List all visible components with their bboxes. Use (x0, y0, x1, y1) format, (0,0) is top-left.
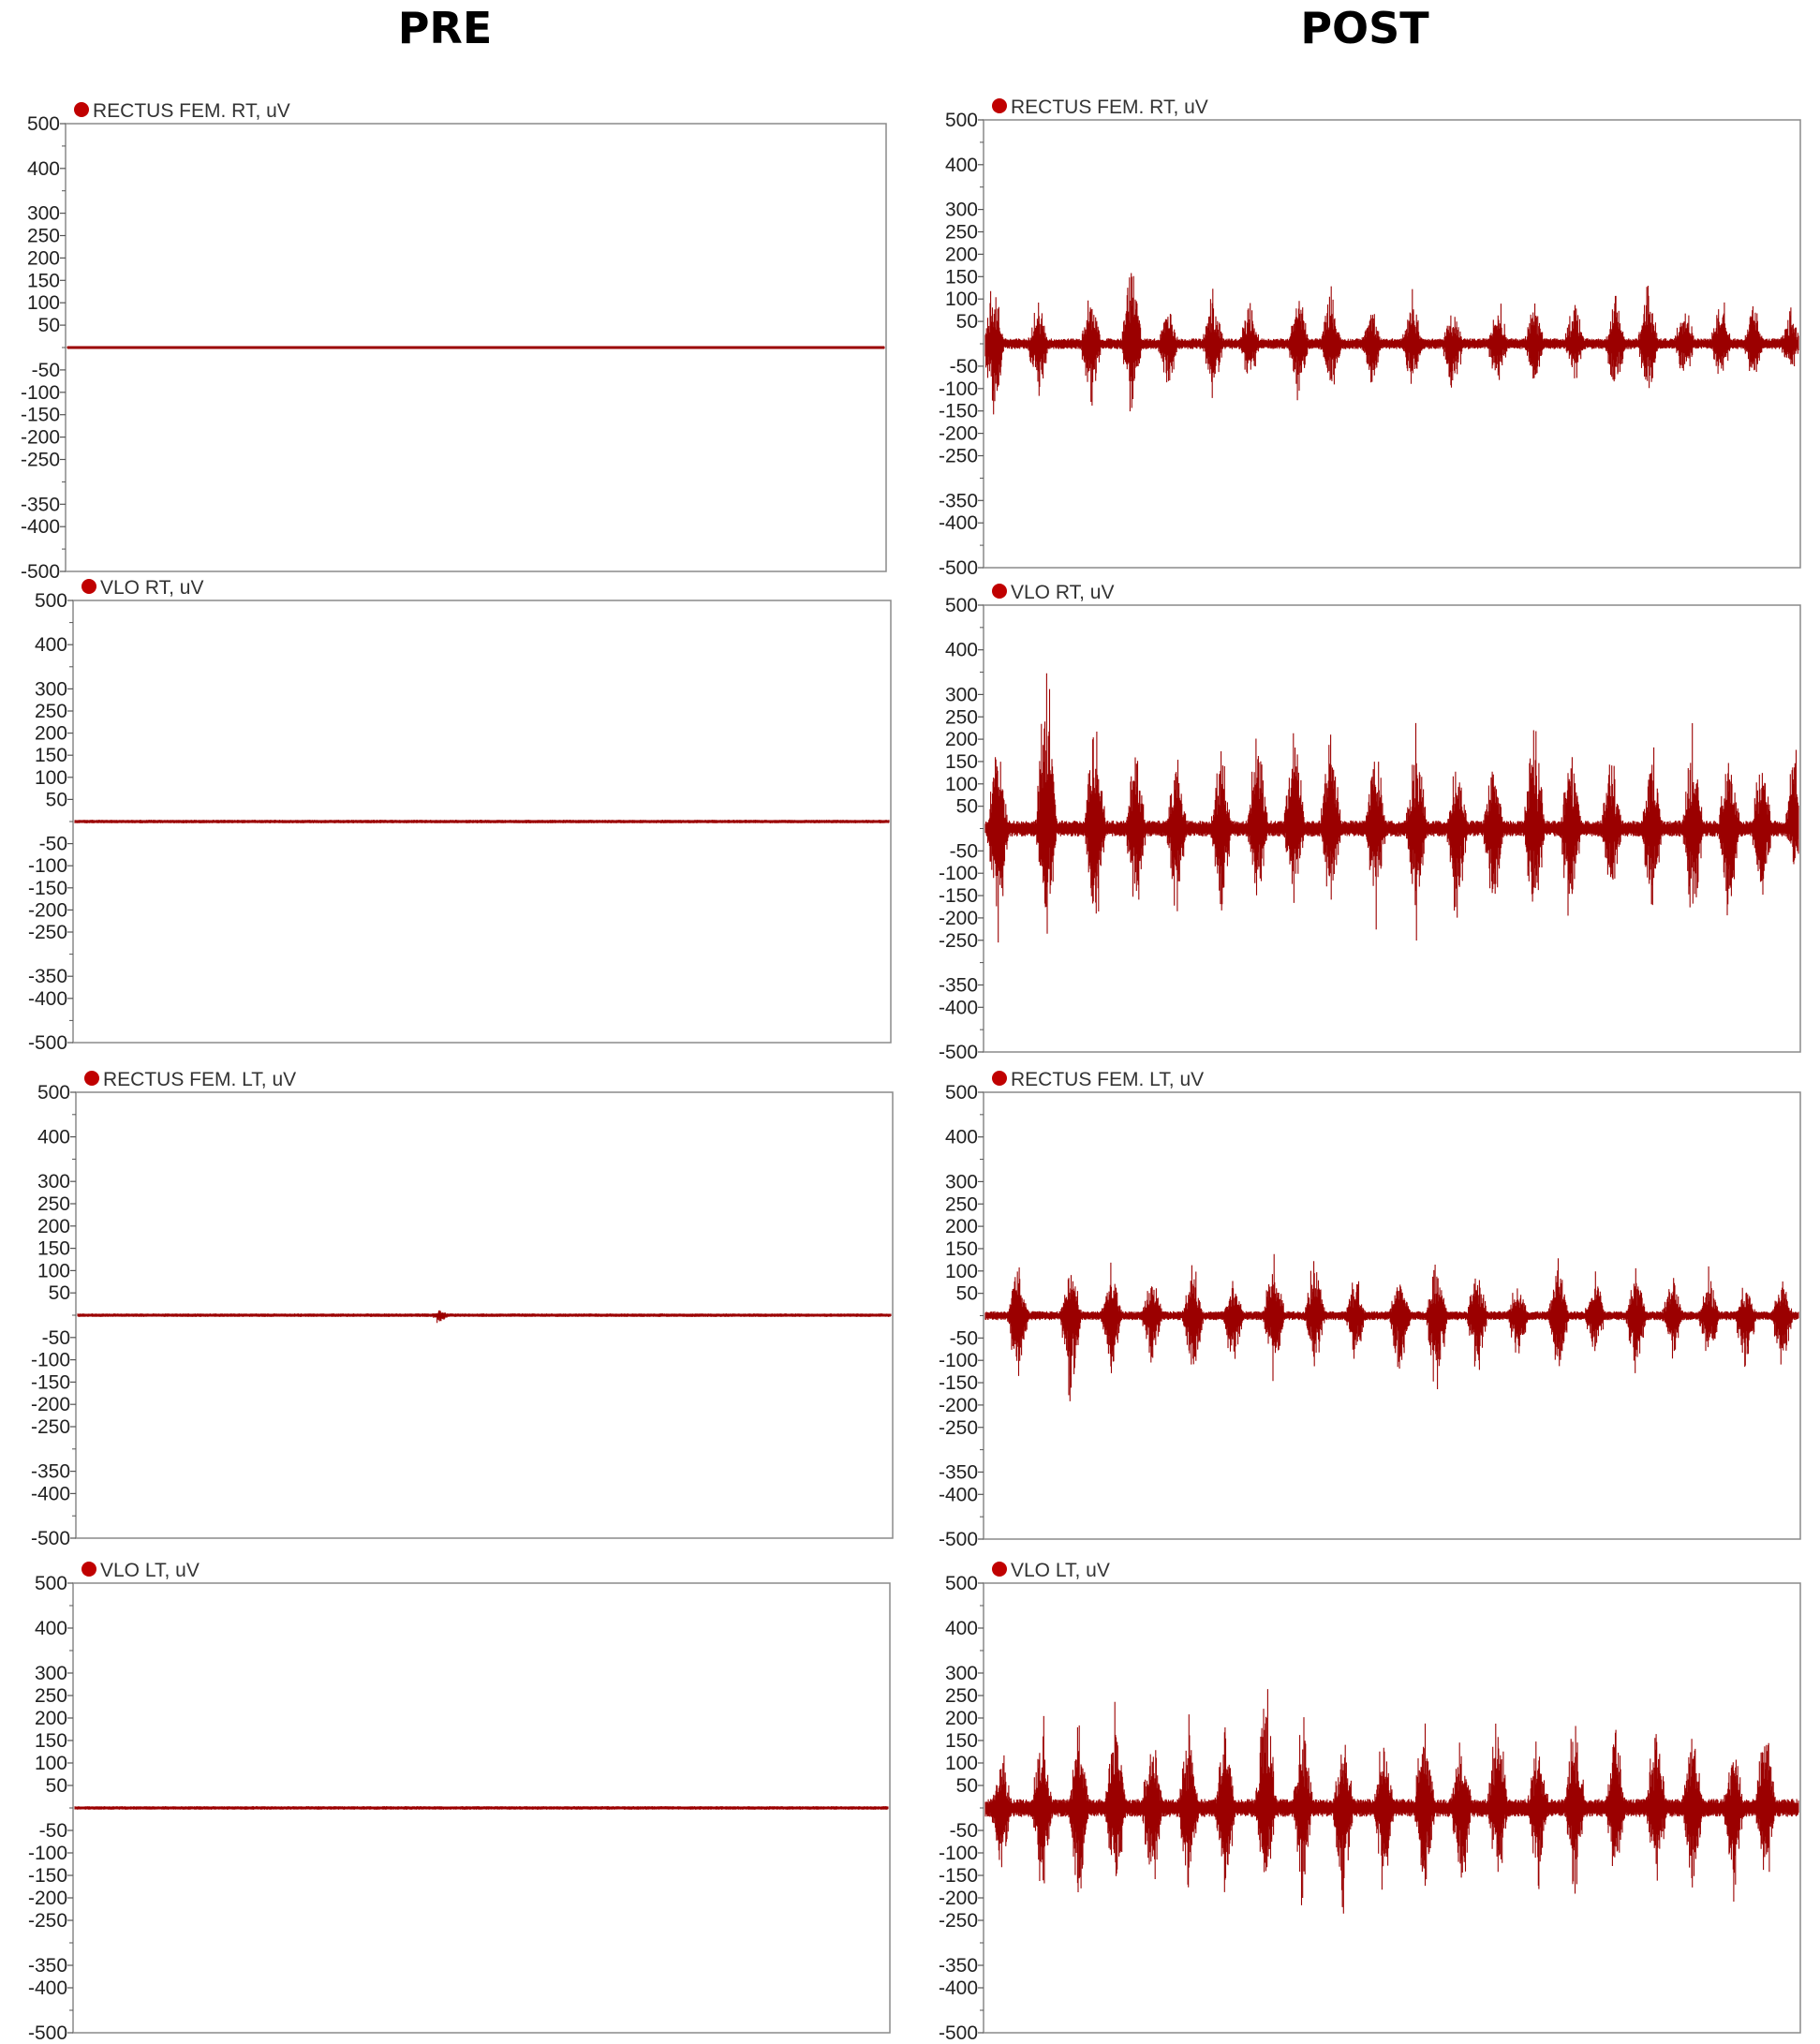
y-tick-label: 100 (944, 1753, 978, 1774)
y-tick-label: 300 (944, 1663, 978, 1684)
y-tick-label: -500 (938, 2022, 978, 2044)
y-tick-label: -400 (20, 516, 60, 539)
y-tick-label: -200 (30, 1394, 70, 1416)
y-tick-label: -100 (30, 1349, 70, 1371)
y-tick-label: -50 (949, 1820, 978, 1842)
y-tick-label: 400 (37, 1126, 70, 1148)
y-tick-label: 500 (34, 590, 67, 612)
channel-dot-icon (81, 1562, 96, 1577)
y-tick-label: 50 (955, 311, 978, 333)
channel-title: VLO LT, uV (100, 1560, 200, 1581)
y-tick-label: 500 (26, 113, 60, 135)
y-tick-label: -50 (949, 1327, 978, 1350)
y-tick-label: -150 (27, 877, 67, 899)
y-tick-label: -200 (938, 907, 978, 929)
y-tick-label: -350 (938, 1461, 978, 1484)
y-tick-label: 200 (26, 247, 60, 270)
y-tick-label: -500 (27, 2022, 67, 2044)
y-tick-label: 50 (45, 789, 67, 811)
y-tick-label: -350 (30, 1460, 70, 1483)
y-tick-label: 100 (34, 766, 67, 789)
y-tick-label: 400 (34, 634, 67, 657)
y-tick-label: -400 (938, 1977, 978, 1999)
y-tick-label: 150 (37, 1237, 70, 1260)
y-tick-label: 400 (944, 639, 978, 661)
y-tick-label: 300 (34, 1663, 67, 1684)
y-tick-label: -250 (20, 449, 60, 471)
y-tick-label: 100 (26, 292, 60, 315)
y-tick-label: 300 (37, 1171, 70, 1193)
y-tick-label: 100 (34, 1753, 67, 1774)
y-tick-label: 400 (944, 1618, 978, 1639)
y-tick-label: -200 (938, 1394, 978, 1416)
y-tick-label: -150 (30, 1371, 70, 1394)
y-tick-label: -250 (30, 1416, 70, 1438)
y-tick-label: 500 (37, 1082, 70, 1103)
y-tick-label: -100 (938, 1350, 978, 1372)
y-tick-label: -350 (938, 1955, 978, 1977)
y-tick-label: 250 (34, 1685, 67, 1707)
y-tick-label: 100 (944, 1260, 978, 1282)
y-tick-label: 50 (37, 315, 60, 337)
y-tick-label: -50 (31, 359, 60, 381)
y-tick-label: 250 (944, 1685, 978, 1707)
y-tick-label: 500 (944, 1573, 978, 1594)
y-tick-label: -350 (938, 490, 978, 512)
y-tick-label: -400 (27, 1977, 67, 1999)
channel-dot-icon (992, 1562, 1007, 1577)
y-tick-label: -350 (938, 974, 978, 997)
emg-panel-post-3 (939, 582, 1800, 1063)
y-tick-label: 150 (34, 745, 67, 767)
y-tick-label: 100 (37, 1260, 70, 1282)
y-tick-label: -100 (27, 855, 67, 878)
y-tick-label: -150 (938, 885, 978, 908)
y-tick-label: -400 (30, 1483, 70, 1505)
y-tick-label: 250 (34, 701, 67, 722)
y-tick-label: 150 (944, 750, 978, 773)
y-tick-label: -400 (938, 1484, 978, 1506)
emg-panel-pre-0 (21, 100, 886, 583)
y-tick-label: 200 (944, 244, 978, 266)
y-tick-label: 400 (34, 1618, 67, 1639)
y-tick-label: -200 (20, 426, 60, 449)
channel-dot-icon (84, 1071, 99, 1086)
channel-dot-icon (992, 98, 1007, 113)
y-tick-label: 250 (944, 706, 978, 729)
y-tick-label: -150 (20, 404, 60, 426)
y-tick-label: 150 (944, 1237, 978, 1260)
y-tick-label: -150 (938, 1372, 978, 1395)
y-tick-label: -350 (27, 1955, 67, 1977)
y-tick-label: -400 (27, 987, 67, 1010)
y-tick-label: -400 (938, 512, 978, 535)
y-tick-label: -100 (938, 378, 978, 400)
y-tick-label: -100 (938, 863, 978, 885)
y-tick-label: -50 (949, 840, 978, 863)
y-tick-label: -50 (38, 1820, 67, 1842)
y-tick-label: 150 (34, 1730, 67, 1752)
channel-title: VLO RT, uV (100, 577, 204, 599)
y-tick-label: -250 (938, 1910, 978, 1932)
y-tick-label: -200 (27, 899, 67, 922)
post-column-heading: POST (1300, 3, 1429, 53)
y-tick-label: -50 (41, 1326, 70, 1349)
y-tick-label: 400 (944, 1126, 978, 1148)
channel-title: RECTUS FEM. LT, uV (103, 1069, 297, 1090)
y-tick-label: -500 (938, 1529, 978, 1550)
y-tick-label: -500 (27, 1032, 67, 1054)
y-tick-label: 300 (26, 202, 60, 225)
y-tick-label: -500 (938, 557, 978, 579)
y-tick-label: 150 (26, 270, 60, 292)
emg-panel-post-7 (939, 1560, 1800, 2044)
y-tick-label: -400 (938, 997, 978, 1019)
y-tick-label: -500 (938, 1042, 978, 1063)
y-tick-label: -50 (38, 833, 67, 855)
channel-title: RECTUS FEM. RT, uV (93, 100, 290, 122)
y-tick-label: 150 (944, 266, 978, 289)
y-tick-label: 50 (955, 1282, 978, 1305)
pre-column-heading: PRE (397, 3, 493, 53)
y-tick-label: -150 (938, 400, 978, 422)
y-tick-label: 500 (944, 595, 978, 616)
emg-panel-pre-6 (28, 1560, 890, 2044)
y-tick-label: -150 (938, 1865, 978, 1887)
y-tick-label: 50 (955, 795, 978, 818)
channel-dot-icon (74, 102, 89, 117)
y-tick-label: 150 (944, 1730, 978, 1752)
y-tick-label: 100 (944, 289, 978, 311)
y-tick-label: 400 (26, 157, 60, 180)
y-tick-label: 200 (944, 729, 978, 751)
y-tick-label: -250 (27, 1910, 67, 1932)
y-tick-label: 500 (944, 1082, 978, 1103)
y-tick-label: 300 (944, 199, 978, 221)
y-tick-label: -250 (27, 922, 67, 943)
y-tick-label: -100 (27, 1843, 67, 1864)
y-tick-label: 200 (34, 1708, 67, 1729)
y-tick-label: 250 (944, 1193, 978, 1216)
y-tick-label: -500 (30, 1528, 70, 1549)
y-tick-label: 300 (34, 678, 67, 701)
channel-dot-icon (992, 584, 1007, 599)
y-tick-label: 300 (944, 1171, 978, 1193)
y-tick-label: -250 (938, 1416, 978, 1439)
y-tick-label: 500 (944, 110, 978, 131)
emg-panel-post-5 (939, 1069, 1800, 1550)
y-tick-label: 50 (48, 1282, 70, 1305)
y-tick-label: -50 (949, 355, 978, 378)
channel-title: VLO RT, uV (1011, 582, 1115, 603)
emg-panel-post-1 (939, 96, 1800, 579)
y-tick-label: 250 (944, 221, 978, 244)
emg-panel-pre-2 (28, 577, 891, 1054)
channel-title: VLO LT, uV (1011, 1560, 1110, 1581)
y-tick-label: 200 (34, 722, 67, 745)
y-tick-label: 200 (944, 1216, 978, 1238)
channel-dot-icon (992, 1071, 1007, 1086)
channel-dot-icon (81, 579, 96, 594)
y-tick-label: -350 (20, 494, 60, 516)
y-tick-label: -200 (27, 1888, 67, 1909)
y-tick-label: -250 (938, 445, 978, 467)
y-tick-label: -200 (938, 1888, 978, 1909)
channel-title: RECTUS FEM. LT, uV (1011, 1069, 1205, 1090)
y-tick-label: -250 (938, 929, 978, 952)
y-tick-label: -500 (20, 561, 60, 583)
y-tick-label: 250 (37, 1193, 70, 1215)
y-tick-label: 250 (26, 225, 60, 247)
emg-panel-pre-4 (31, 1069, 893, 1549)
y-tick-label: 100 (944, 773, 978, 795)
y-tick-label: 50 (955, 1775, 978, 1797)
y-tick-label: -100 (938, 1843, 978, 1864)
y-tick-label: 400 (944, 154, 978, 176)
y-tick-label: -200 (938, 422, 978, 445)
y-tick-label: 200 (944, 1708, 978, 1729)
y-tick-label: -150 (27, 1865, 67, 1887)
channel-title: RECTUS FEM. RT, uV (1011, 96, 1208, 118)
y-tick-label: 300 (944, 684, 978, 706)
y-tick-label: 500 (34, 1573, 67, 1594)
y-tick-label: 200 (37, 1215, 70, 1237)
y-tick-label: 50 (45, 1775, 67, 1797)
y-tick-label: -100 (20, 381, 60, 404)
y-tick-label: -350 (27, 966, 67, 988)
